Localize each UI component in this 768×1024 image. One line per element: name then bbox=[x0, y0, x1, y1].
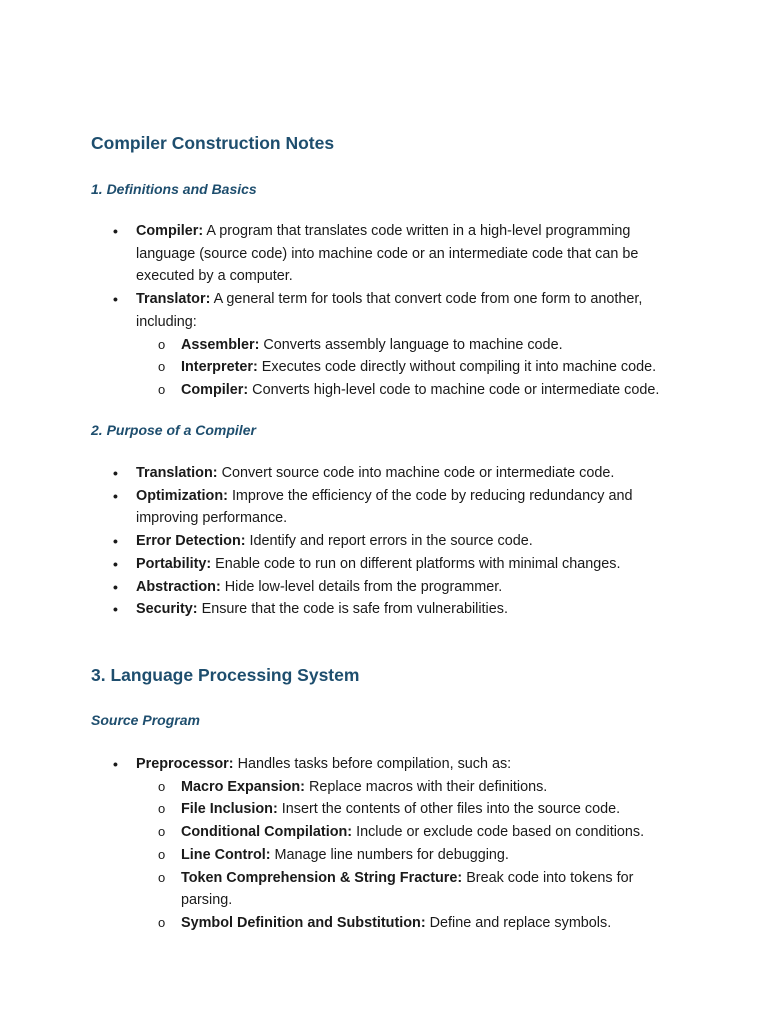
sub-list-item bbox=[0, 867, 768, 912]
item-term: Conditional Compilation: bbox=[181, 824, 353, 841]
item-term: Symbol Definition and Substitution: bbox=[181, 914, 426, 931]
sub-list-item bbox=[0, 821, 768, 844]
sub-list-item bbox=[0, 844, 768, 867]
item-text: Identify and report errors in the source code. bbox=[249, 533, 533, 550]
section-3-subheading: Source Program bbox=[91, 712, 200, 728]
item-term: Translation: bbox=[136, 465, 218, 481]
item-text: Manage line numbers for debugging. bbox=[274, 846, 509, 863]
hollow-bullet-icon: o bbox=[158, 381, 166, 397]
section-2-list bbox=[0, 462, 768, 621]
section-2-heading: 2. Purpose of a Compiler bbox=[91, 422, 256, 438]
list-item bbox=[0, 288, 768, 333]
list-item bbox=[0, 598, 768, 621]
hollow-bullet-icon: o bbox=[158, 869, 166, 885]
item-term: Token Comprehension & String Fracture: bbox=[181, 869, 463, 886]
item-term: Line Control: bbox=[181, 846, 271, 863]
hollow-bullet-icon: o bbox=[158, 824, 166, 840]
list-item bbox=[0, 220, 768, 288]
item-text: Include or exclude code based on conditions. bbox=[356, 824, 645, 841]
list-item bbox=[0, 530, 768, 553]
sub-list-item bbox=[0, 912, 768, 935]
item-text: Define and replace symbols. bbox=[429, 914, 612, 931]
item-term: Preprocessor: bbox=[136, 756, 234, 772]
sub-list-item bbox=[0, 334, 768, 357]
bullet-icon: • bbox=[113, 533, 118, 550]
item-term: Translator: bbox=[136, 291, 211, 308]
hollow-bullet-icon: o bbox=[158, 801, 166, 817]
item-term: Portability: bbox=[136, 555, 212, 572]
item-term: Compiler: bbox=[136, 223, 204, 239]
section-1-heading: 1. Definitions and Basics bbox=[91, 181, 257, 197]
hollow-bullet-icon: o bbox=[158, 336, 166, 352]
item-text: Convert source code into machine code or intermediate code. bbox=[221, 465, 615, 481]
bullet-icon: • bbox=[113, 756, 118, 772]
item-text: A program that translates code written in a high-level programming language (source code) into machine code or an intermediate code that can be executed by a computer. bbox=[136, 223, 639, 285]
hollow-bullet-icon: o bbox=[158, 846, 166, 862]
item-term: Macro Expansion: bbox=[181, 778, 305, 795]
hollow-bullet-icon: o bbox=[158, 778, 166, 794]
bullet-icon: • bbox=[113, 291, 118, 308]
item-term: Interpreter: bbox=[181, 359, 258, 376]
list-item bbox=[0, 553, 768, 576]
item-text: Converts assembly language to machine code. bbox=[263, 336, 563, 353]
item-term: Abstraction: bbox=[136, 578, 221, 595]
item-text: Hide low-level details from the programmer. bbox=[224, 578, 503, 595]
item-text: Replace macros with their definitions. bbox=[308, 778, 548, 795]
item-term: Error Detection: bbox=[136, 533, 246, 550]
item-term: Optimization: bbox=[136, 487, 228, 504]
bullet-icon: • bbox=[113, 601, 118, 618]
list-item bbox=[0, 462, 768, 485]
section-1-list bbox=[0, 220, 768, 402]
sub-list-item bbox=[0, 776, 768, 799]
bullet-icon: • bbox=[113, 465, 118, 481]
bullet-icon: • bbox=[113, 555, 118, 572]
item-text: A general term for tools that convert code from one form to another, including: bbox=[136, 291, 643, 330]
item-term: Assembler: bbox=[181, 336, 260, 353]
bullet-icon: • bbox=[113, 578, 118, 595]
list-item bbox=[0, 485, 768, 530]
list-item bbox=[0, 576, 768, 599]
sub-list-item bbox=[0, 798, 768, 821]
sub-list-item bbox=[0, 379, 768, 402]
hollow-bullet-icon: o bbox=[158, 359, 166, 375]
item-text: Improve the efficiency of the code by reducing redundancy and improving performance. bbox=[136, 487, 633, 527]
list-item bbox=[0, 753, 768, 776]
item-text: Handles tasks before compilation, such as: bbox=[237, 756, 512, 772]
bullet-icon: • bbox=[113, 487, 118, 504]
item-text: Ensure that the code is safe from vulnerabilities. bbox=[201, 601, 508, 618]
item-text: Insert the contents of other files into the source code. bbox=[281, 801, 621, 818]
section-3-heading: 3. Language Processing System bbox=[91, 665, 360, 685]
item-term: Compiler: bbox=[181, 381, 249, 398]
item-text: Converts high-level code to machine code or intermediate code. bbox=[252, 381, 660, 398]
sub-list-item bbox=[0, 356, 768, 379]
item-term: Security: bbox=[136, 601, 198, 618]
section-3-list bbox=[0, 753, 768, 935]
item-text: Break code into tokens for parsing. bbox=[181, 869, 634, 909]
item-term: File Inclusion: bbox=[181, 801, 278, 818]
page-title: Compiler Construction Notes bbox=[91, 133, 335, 153]
item-text: Enable code to run on different platforms with minimal changes. bbox=[215, 555, 621, 572]
item-text: Executes code directly without compiling it into machine code. bbox=[261, 359, 657, 376]
hollow-bullet-icon: o bbox=[158, 914, 166, 930]
bullet-icon: • bbox=[113, 223, 118, 239]
